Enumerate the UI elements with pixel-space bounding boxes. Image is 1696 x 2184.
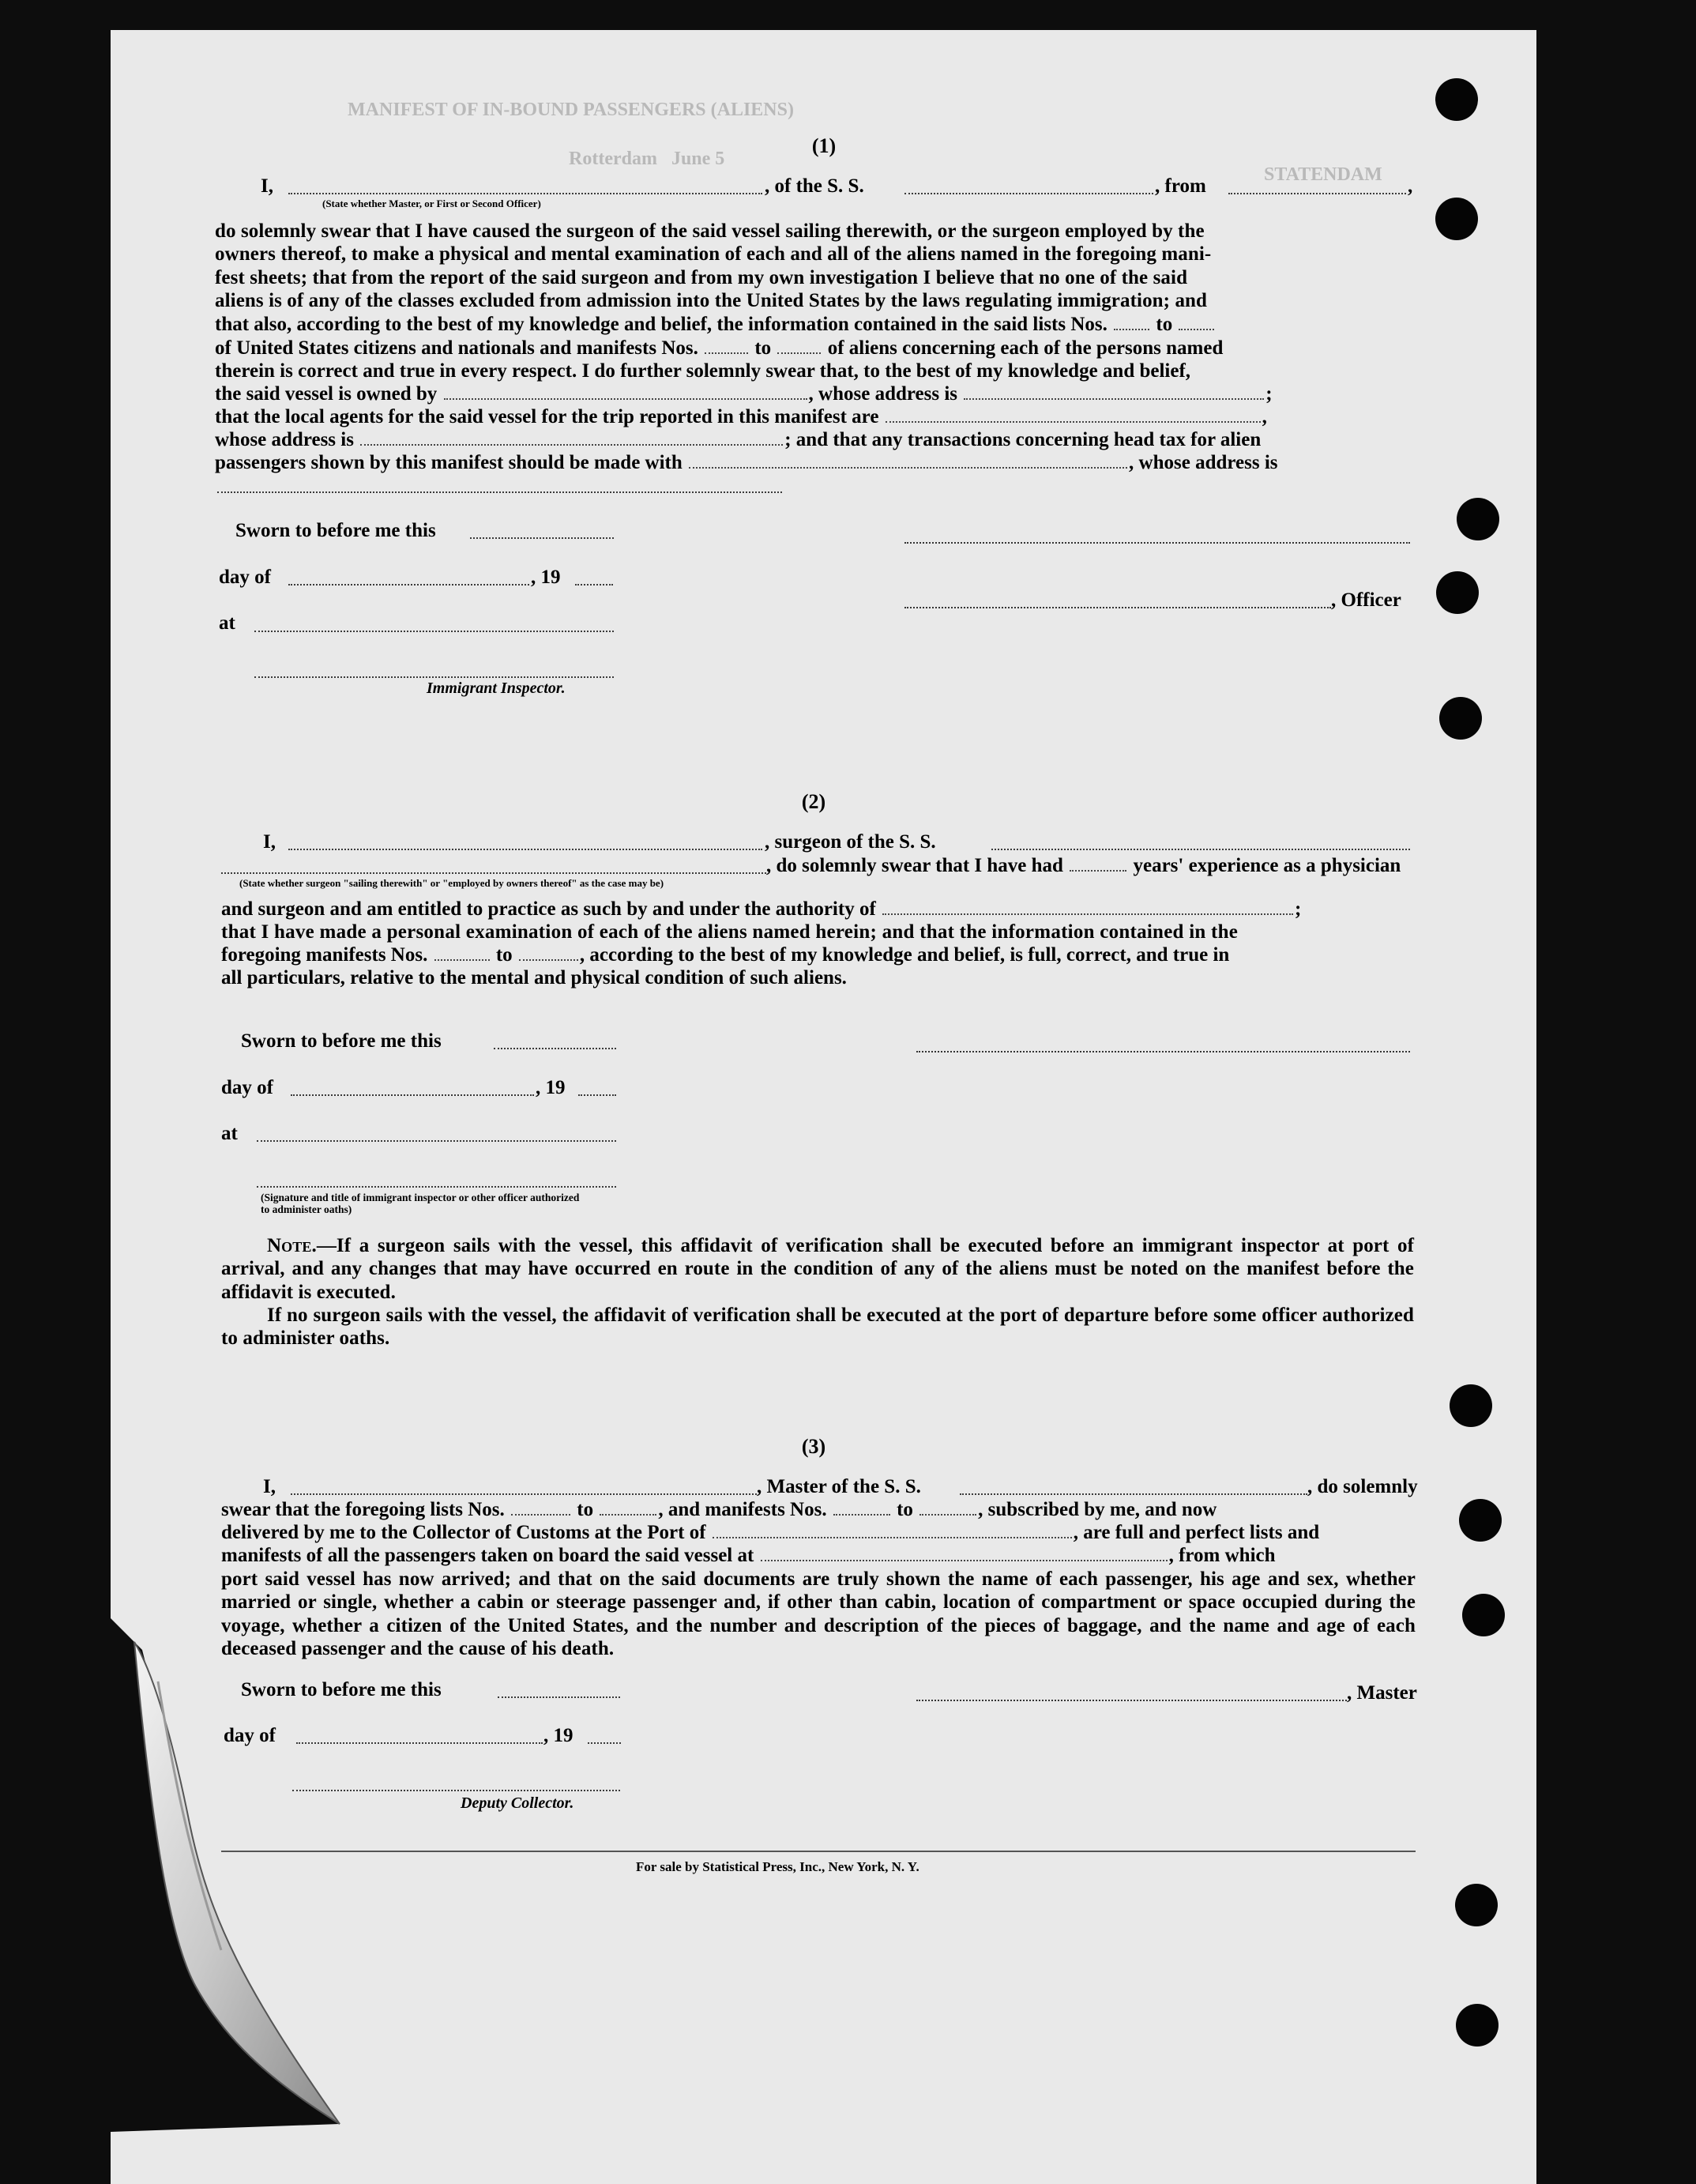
- agents-field[interactable]: [886, 420, 1261, 423]
- to-label: to: [897, 1499, 913, 1520]
- label-i: I,: [263, 1476, 276, 1497]
- label-i: I,: [263, 831, 276, 853]
- bleed-through-text: [1280, 196, 1284, 217]
- note-text: —If a surgeon sails with the vessel, this affidavit of verification shall be executed before an immigrant inspector at port of arrival, and any changes that may have occurred en route in the condition of any of the aliens must be noted on the manifest before the affidavit is executed.: [221, 1235, 1414, 1303]
- note-2-paragraph: If no surgeon sails with the vessel, the affidavit of verification shall be executed at the port of departure before some officer authorized to administer oaths.: [221, 1305, 1414, 1350]
- body-line: passengers shown by this manifest should be made with: [215, 452, 683, 473]
- day-of-3: day of: [224, 1725, 276, 1746]
- body-line: do solemnly swear that I have caused the surgeon of the said vessel sailing therewith, or the surgeon employed by the: [215, 220, 1205, 242]
- agents-address-line: [215, 429, 1261, 451]
- sworn-2-field[interactable]: [494, 1048, 616, 1049]
- body-line: , from which: [1168, 1545, 1276, 1566]
- officer-label: , Officer: [1331, 589, 1401, 611]
- body-line: aliens is of any of the classes excluded from admission into the United States by the laws regulating immigration; and: [215, 289, 1208, 311]
- officer-rank-hint: (State whether Master, or First or Second Officer): [322, 198, 541, 209]
- master-label: , Master: [1347, 1682, 1417, 1704]
- note-label: Note.: [267, 1235, 317, 1256]
- surgeon-type-field[interactable]: [221, 872, 766, 874]
- binder-hole: [1436, 571, 1479, 614]
- years-experience-field[interactable]: [1070, 869, 1126, 872]
- binder-hole: [1459, 1499, 1502, 1542]
- port-from-field[interactable]: [1228, 193, 1406, 194]
- bleed-through-text: Rotterdam June 5: [569, 149, 725, 169]
- body-line: of United States citizens and nationals and manifests Nos.: [215, 337, 698, 359]
- ship-name-field[interactable]: [904, 193, 1153, 194]
- surgeon-ship-field[interactable]: [991, 849, 1410, 850]
- master-name-field[interactable]: [291, 1493, 757, 1495]
- lists-line: [215, 314, 1216, 336]
- sworn-1: Sworn to before me this: [235, 520, 436, 541]
- section-1-line-i: [261, 175, 273, 198]
- bleed-through-text: STATENDAM: [1264, 164, 1382, 185]
- body-line: , according to the best of my knowledge and belief, is full, correct, and true in: [579, 944, 1230, 966]
- day-of-1: day of: [219, 567, 271, 588]
- binder-hole: [1455, 1884, 1498, 1926]
- body-line: the said vessel is owned by: [215, 383, 438, 405]
- manifests-3-from-field[interactable]: [833, 1513, 890, 1516]
- punct: ,: [1262, 406, 1267, 427]
- body-line: all particulars, relative to the mental and physical condition of such aliens.: [221, 967, 847, 988]
- body-line: , are full and perfect lists and: [1073, 1522, 1320, 1543]
- sworn-3: Sworn to before me this: [241, 1679, 442, 1700]
- body-line: , whose address is: [1129, 452, 1278, 473]
- surgeon-of-label: , surgeon of the S. S.: [765, 831, 936, 853]
- note-paragraph: [221, 1234, 1414, 1304]
- at-1-field[interactable]: [254, 631, 614, 632]
- body-line: ; and that any transactions concerning head tax for alien: [784, 429, 1262, 450]
- body-line: owners thereof, to make a physical and mental examination of each and all of the aliens named in the foregoing mani-: [215, 243, 1212, 265]
- manifests-2-to-field[interactable]: [519, 958, 578, 961]
- authority-field[interactable]: [882, 913, 1293, 915]
- footer-divider: [221, 1851, 1416, 1852]
- binder-hole: [1435, 78, 1478, 121]
- body-line: , whose address is: [808, 383, 958, 405]
- lists-from-field[interactable]: [1114, 328, 1149, 330]
- agents-address-field[interactable]: [360, 443, 783, 446]
- binder-hole: [1450, 1384, 1492, 1427]
- lists-3-to-field[interactable]: [600, 1513, 656, 1516]
- bleed-through-text: MANIFEST OF IN-BOUND PASSENGERS (ALIENS): [348, 100, 794, 120]
- curled-corner: [111, 1618, 348, 2132]
- day-of-2-field[interactable]: [291, 1094, 534, 1096]
- body-line: , subscribed by me, and now: [978, 1499, 1217, 1520]
- body-line: foregoing manifests Nos.: [221, 944, 428, 966]
- day-of-2: day of: [221, 1077, 273, 1098]
- authority-line: [221, 898, 1301, 921]
- sworn-3-field[interactable]: [498, 1696, 620, 1698]
- inspector-signature-field[interactable]: [254, 676, 614, 678]
- binder-hole: [1462, 1594, 1505, 1636]
- section-1-number: (1): [811, 134, 837, 157]
- oath-officer-hint: (Signature and title of immigrant inspector or other officer authorized to administer oaths): [261, 1192, 580, 1215]
- binder-hole: [1435, 198, 1478, 240]
- year-1: , 19: [531, 567, 561, 588]
- comma: ,: [1408, 175, 1413, 197]
- master-ship-field[interactable]: [960, 1493, 1307, 1495]
- delivered-line: [221, 1522, 1319, 1544]
- body-line: manifests of all the passengers taken on board the said vessel at: [221, 1545, 754, 1566]
- at-1: at: [219, 612, 235, 634]
- punct: ;: [1295, 898, 1302, 920]
- owner-field[interactable]: [444, 397, 807, 400]
- surgeon-swear-line: [766, 855, 1401, 877]
- year-2-field[interactable]: [578, 1094, 616, 1096]
- binder-hole: [1457, 498, 1499, 540]
- section-2-number: (2): [801, 790, 826, 813]
- to-label: to: [495, 944, 513, 966]
- day-of-1-field[interactable]: [288, 584, 529, 586]
- head-tax-line: [215, 452, 1278, 474]
- year-2: , 19: [536, 1077, 566, 1098]
- deputy-collector-label: Deputy Collector.: [461, 1794, 574, 1812]
- year-1-field[interactable]: [575, 584, 613, 586]
- immigrant-inspector-label: Immigrant Inspector.: [427, 680, 566, 697]
- section-3-body: port said vessel has now arrived; and that on the said documents are truly shown the name of each passenger, his age and sex, whether married or single, whether a cabin or steerage passenger and, if other than cabin, location of compartment or space occupied during the voyage, whether a citizen of the United States, and the number and description of the pieces of baggage, and the name and age of each deceased passenger and the cause of his death.: [221, 1568, 1416, 1659]
- lists-to-field[interactable]: [1179, 328, 1214, 330]
- of-ss-label: , of the S. S.: [765, 175, 864, 197]
- body-line: whose address is: [215, 429, 354, 450]
- body-line: , do solemnly: [1307, 1476, 1418, 1497]
- manifests-all-line: [221, 1545, 1276, 1567]
- officer-rank-field[interactable]: [288, 193, 762, 194]
- year-3-field[interactable]: [588, 1742, 621, 1744]
- body-line: fest sheets; that from the report of the said surgeon and from my own investigation I believe that no one of the said: [215, 266, 1188, 288]
- punct: ;: [1265, 383, 1273, 405]
- label-i: I,: [261, 175, 273, 197]
- from-label: , from: [1155, 175, 1206, 197]
- manifests-2-from-field[interactable]: [434, 958, 490, 961]
- to-label: to: [1156, 314, 1173, 335]
- body-line: swear that the foregoing lists Nos.: [221, 1499, 505, 1520]
- port-of-embarkation-field[interactable]: [761, 1559, 1168, 1561]
- at-2: at: [221, 1123, 238, 1144]
- master-of-label: , Master of the S. S.: [757, 1476, 921, 1497]
- manifests-to-field[interactable]: [777, 352, 821, 354]
- section-3-number: (3): [801, 1435, 826, 1458]
- section-1-body-a: [215, 220, 1420, 312]
- form-page: [111, 30, 1536, 2184]
- body-line: that the local agents for the said vessel for the trip reported in this manifest are: [215, 406, 879, 427]
- swear-lists-line: [221, 1499, 1217, 1521]
- to-label: to: [577, 1499, 594, 1520]
- surgeon-name-field[interactable]: [288, 849, 762, 850]
- year-3: , 19: [543, 1725, 573, 1746]
- surgeon-type-hint: (State whether surgeon "sailing therewith" or "employed by owners thereof" as the case may be): [239, 877, 664, 889]
- head-tax-address-field[interactable]: [217, 491, 782, 493]
- officer-signature-field[interactable]: [904, 542, 1410, 544]
- head-tax-party-field[interactable]: [689, 466, 1127, 469]
- binder-hole: [1456, 2004, 1499, 2047]
- at-2-field[interactable]: [257, 1140, 616, 1142]
- body-line: therein is correct and true in every respect. I do further solemnly swear that, to the best of my knowledge and belief,: [215, 360, 1191, 382]
- body-line: , do solemnly swear that I have had: [766, 855, 1063, 876]
- body-line: , and manifests Nos.: [658, 1499, 827, 1520]
- body-line: that also, according to the best of my knowledge and belief, the information contained in the said lists Nos.: [215, 314, 1107, 335]
- body-line: of aliens concerning each of the persons named: [827, 337, 1224, 359]
- body-line: years' experience as a physician: [1133, 855, 1401, 876]
- sworn-1-field[interactable]: [470, 537, 614, 539]
- oath-officer-signature-field[interactable]: [257, 1186, 616, 1188]
- lists-3-from-field[interactable]: [511, 1513, 570, 1516]
- port-of-arrival-field[interactable]: [713, 1536, 1072, 1538]
- sworn-2: Sworn to before me this: [241, 1030, 442, 1052]
- surgeon-signature-field[interactable]: [916, 1051, 1410, 1052]
- manifests-3-to-field[interactable]: [919, 1513, 976, 1516]
- printer-imprint: For sale by Statistical Press, Inc., New York, N. Y.: [636, 1859, 919, 1874]
- manifests-from-field[interactable]: [705, 352, 748, 354]
- body-line: and surgeon and am entitled to practice as such by and under the authority of: [221, 898, 876, 920]
- manifests-2-line: [221, 944, 1229, 966]
- master-signature-field[interactable]: [916, 1700, 1347, 1701]
- body-line: delivered by me to the Collector of Customs at the Port of: [221, 1522, 706, 1543]
- agents-line: [215, 406, 1267, 428]
- owner-address-field[interactable]: [964, 397, 1264, 400]
- officer-field[interactable]: [904, 607, 1331, 608]
- binder-hole: [1439, 697, 1482, 740]
- owner-line: [215, 383, 1273, 405]
- body-line: that I have made a personal examination of each of the aliens named herein; and that the information contained in the: [221, 921, 1239, 943]
- to-label: to: [754, 337, 772, 359]
- manifests-line: [215, 337, 1223, 360]
